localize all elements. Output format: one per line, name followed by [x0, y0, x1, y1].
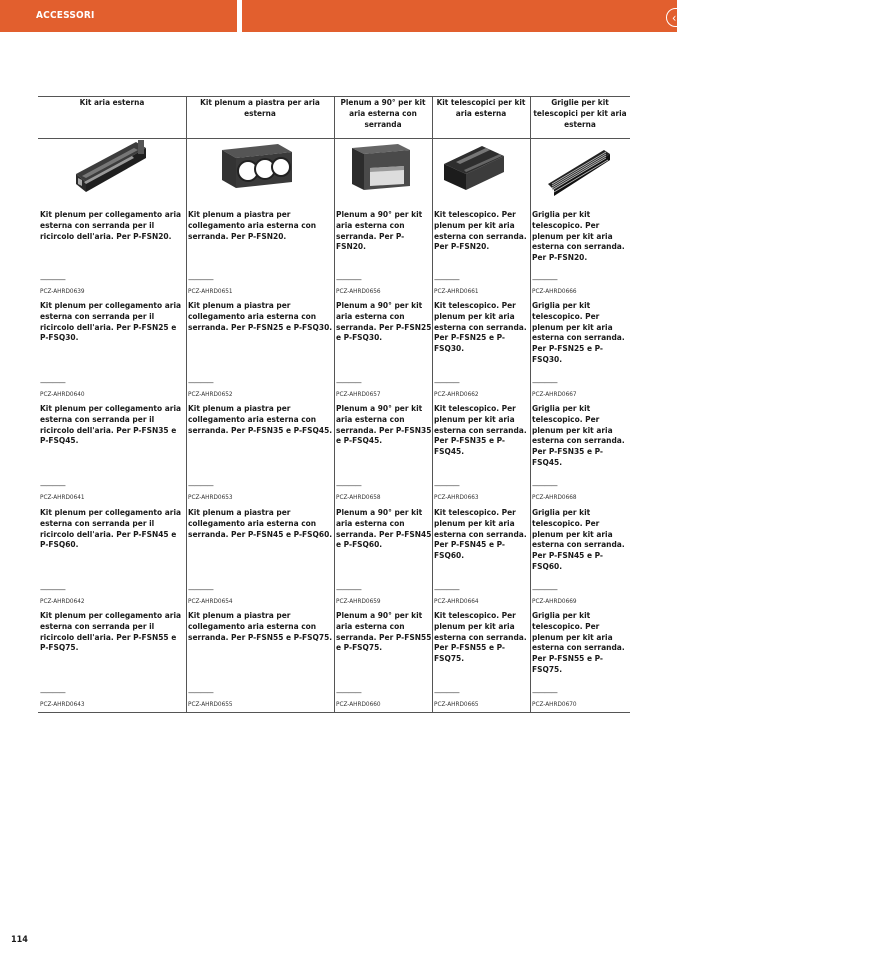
- product-code: PCZ-AHRD0665: [434, 700, 479, 708]
- product-code: PCZ-AHRD0643: [40, 700, 85, 708]
- product-description: Plenum a 90° per kit aria esterna con serranda. Per P-FSN55 e P-FSQ75.: [336, 610, 432, 653]
- index-button-label: INDICE GENERALE: [777, 12, 867, 23]
- column-divider: [530, 96, 531, 713]
- dash-mark: ————: [188, 688, 213, 697]
- product-description: Plenum a 90° per kit aria esterna con serranda. Per P-FSN20.: [336, 209, 423, 252]
- product-code: PCZ-AHRD0654: [188, 597, 233, 605]
- dash-mark: ————: [532, 481, 557, 490]
- product-code: PCZ-AHRD0642: [40, 597, 85, 605]
- dash-mark: ————: [336, 585, 361, 594]
- product-description: Griglia per kit telescopico. Per plenum per kit aria esterna con serranda. Per P-FSN25 e P-FSQ30.: [532, 300, 625, 364]
- product-description: Kit telescopico. Per plenum per kit aria esterna con serranda. Per P-FSN35 e P-FSQ45.: [434, 403, 527, 457]
- dash-mark: ————: [188, 481, 213, 490]
- dash-mark: ————: [532, 688, 557, 697]
- column-header: Kit plenum a piastra per aria esterna: [200, 97, 320, 118]
- product-code: PCZ-AHRD0652: [188, 390, 233, 398]
- column-header: Plenum a 90° per kit aria esterna con serranda: [340, 97, 426, 129]
- dash-mark: ————: [336, 481, 361, 490]
- product-description: Kit plenum per collegamento aria esterna con serranda per il ricircolo dell'aria. Per P-FSN25 e P-FSQ30.: [40, 300, 182, 343]
- product-description: Kit plenum a piastra per collegamento aria esterna con serranda. Per P-FSN35 e P-FSQ45.: [188, 403, 333, 435]
- product-code: PCZ-AHRD0667: [532, 390, 577, 398]
- column-divider: [186, 96, 187, 713]
- dash-mark: ————: [188, 585, 213, 594]
- plenum-90-image: [348, 140, 412, 198]
- product-description: Kit plenum a piastra per collegamento aria esterna con serranda. Per P-FSN25 e P-FSQ30.: [188, 300, 333, 332]
- product-code: PCZ-AHRD0659: [336, 597, 381, 605]
- dash-mark: ————: [336, 275, 361, 284]
- product-code: PCZ-AHRD0653: [188, 493, 233, 501]
- product-description: Kit plenum a piastra per collegamento aria esterna con serranda. Per P-FSN55 e P-FSQ75.: [188, 610, 333, 642]
- column-header: Kit telescopici per kit aria esterna: [436, 97, 526, 118]
- dash-mark: ————: [188, 378, 213, 387]
- section-title: ACCESSORI: [36, 10, 95, 21]
- page-number: 114: [11, 935, 28, 945]
- dash-mark: ————: [532, 585, 557, 594]
- product-description: Kit telescopico. Per plenum per kit aria esterna con serranda. Per P-FSN25 e P-FSQ30.: [434, 300, 527, 354]
- dash-mark: ————: [434, 688, 459, 697]
- product-description: Kit telescopico. Per plenum per kit aria esterna con serranda. Per P-FSN20.: [434, 209, 527, 252]
- product-description: Griglia per kit telescopico. Per plenum per kit aria esterna con serranda. Per P-FSN35 e P-FSQ45.: [532, 403, 625, 467]
- index-button[interactable]: [666, 8, 875, 27]
- product-code: PCZ-AHRD0662: [434, 390, 479, 398]
- kit-plenum-image: [72, 136, 152, 200]
- product-code: PCZ-AHRD0668: [532, 493, 577, 501]
- dash-mark: ————: [336, 378, 361, 387]
- header-section-bar: [0, 0, 237, 32]
- column-divider: [334, 96, 335, 713]
- dash-mark: ————: [434, 585, 459, 594]
- product-description: Kit plenum per collegamento aria esterna con serranda per il ricircolo dell'aria. Per P-FSN55 e P-FSQ75.: [40, 610, 182, 653]
- product-description: Kit telescopico. Per plenum per kit aria esterna con serranda. Per P-FSN55 e P-FSQ75.: [434, 610, 527, 664]
- product-description: Griglia per kit telescopico. Per plenum per kit aria esterna con serranda. Per P-FSN20.: [532, 209, 625, 263]
- product-code: PCZ-AHRD0664: [434, 597, 479, 605]
- product-code: PCZ-AHRD0655: [188, 700, 233, 708]
- product-code: PCZ-AHRD0639: [40, 287, 85, 295]
- product-code: PCZ-AHRD0669: [532, 597, 577, 605]
- dash-mark: ————: [40, 481, 65, 490]
- product-code: PCZ-AHRD0670: [532, 700, 577, 708]
- header-index-bar: [242, 0, 867, 32]
- column-header: Griglie per kit telescopici per kit aria esterna: [533, 97, 627, 129]
- dash-mark: ————: [336, 688, 361, 697]
- product-description: Kit plenum per collegamento aria esterna con serranda per il ricircolo dell'aria. Per P-FSN35 e P-FSQ45.: [40, 403, 182, 446]
- product-code: PCZ-AHRD0663: [434, 493, 479, 501]
- dash-mark: ————: [40, 585, 65, 594]
- product-code: PCZ-AHRD0666: [532, 287, 577, 295]
- dash-mark: ————: [40, 688, 65, 697]
- dash-mark: ————: [532, 378, 557, 387]
- product-description: Griglia per kit telescopico. Per plenum per kit aria esterna con serranda. Per P-FSN55 e P-FSQ75.: [532, 610, 625, 674]
- product-description: Kit telescopico. Per plenum per kit aria esterna con serranda. Per P-FSN45 e P-FSQ60.: [434, 507, 527, 561]
- product-code: PCZ-AHRD0640: [40, 390, 85, 398]
- dash-mark: ————: [188, 275, 213, 284]
- product-description: Plenum a 90° per kit aria esterna con serranda. Per P-FSN45 e P-FSQ60.: [336, 507, 432, 550]
- product-description: Kit plenum a piastra per collegamento aria esterna con serranda. Per P-FSN45 e P-FSQ60.: [188, 507, 333, 539]
- chevron-left-icon: ‹: [672, 11, 677, 25]
- product-code: PCZ-AHRD0656: [336, 287, 381, 295]
- dash-mark: ————: [40, 378, 65, 387]
- product-code: PCZ-AHRD0660: [336, 700, 381, 708]
- plate-plenum-image: [220, 140, 294, 194]
- dash-mark: ————: [434, 481, 459, 490]
- dash-mark: ————: [40, 275, 65, 284]
- product-description: Plenum a 90° per kit aria esterna con serranda. Per P-FSN25 e P-FSQ30.: [336, 300, 432, 343]
- product-code: PCZ-AHRD0661: [434, 287, 479, 295]
- column-header: Kit aria esterna: [79, 97, 145, 107]
- telescopic-kit-image: [442, 140, 506, 198]
- product-description: Kit plenum per collegamento aria esterna con serranda per il ricircolo dell'aria. Per P-FSN45 e P-FSQ60.: [40, 507, 182, 550]
- dash-mark: ————: [434, 275, 459, 284]
- product-code: PCZ-AHRD0658: [336, 493, 381, 501]
- dash-mark: ————: [434, 378, 459, 387]
- product-code: PCZ-AHRD0657: [336, 390, 381, 398]
- column-divider: [432, 96, 433, 713]
- product-description: Kit plenum a piastra per collegamento aria esterna con serranda. Per P-FSN20.: [188, 209, 317, 241]
- dash-mark: ————: [532, 275, 557, 284]
- product-code: PCZ-AHRD0651: [188, 287, 233, 295]
- product-description: Plenum a 90° per kit aria esterna con serranda. Per P-FSN35 e P-FSQ45.: [336, 403, 432, 446]
- product-description: Kit plenum per collegamento aria esterna con serranda per il ricircolo dell'aria. Per P-FSN20.: [40, 209, 182, 241]
- grille-image: [544, 144, 614, 202]
- product-description: Griglia per kit telescopico. Per plenum per kit aria esterna con serranda. Per P-FSN45 e P-FSQ60.: [532, 507, 625, 571]
- product-code: PCZ-AHRD0641: [40, 493, 85, 501]
